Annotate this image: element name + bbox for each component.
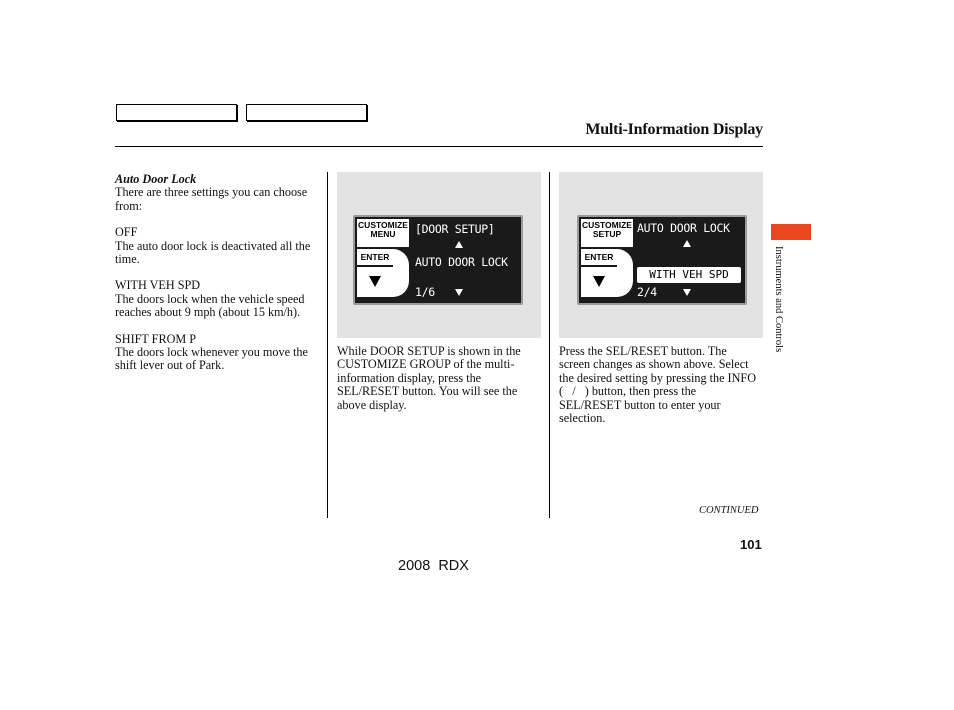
down-arrow-icon (369, 276, 381, 287)
lcd-screen-1 (353, 215, 523, 305)
right-caption-text: Press the SEL/RESET button. The screen changes as shown above. Select the desired setting by pressing the INFO ( / ) button, then press the SEL/RESET button to enter your selection. (559, 344, 760, 426)
section-heading: Auto Door Lock (115, 172, 197, 186)
footer-model: 2008 RDX (398, 558, 469, 574)
column-divider (327, 172, 328, 518)
continued-note: CONTINUED (699, 505, 759, 516)
lcd-screen-2 (577, 215, 747, 305)
enter-label: ENTER (581, 249, 617, 265)
lcd-line-1: [DOOR SETUP] (415, 222, 495, 236)
enter-label: ENTER (357, 249, 393, 265)
down-arrow-icon (455, 289, 463, 296)
customize-menu-label: CUSTOMIZE MENU (357, 219, 409, 247)
middle-caption (337, 345, 543, 412)
setting-description: The doors lock whenever you move the shift lever out of Park. (115, 345, 308, 373)
display-panel-1 (337, 172, 541, 338)
page-title: Multi-Information Display (585, 121, 763, 138)
section-side-label: Instruments and Controls (773, 246, 784, 353)
lcd-line-2: AUTO DOOR LOCK (415, 255, 508, 269)
display-panel-2 (559, 172, 763, 338)
down-arrow-block (357, 267, 393, 297)
left-column (115, 173, 320, 373)
right-caption (559, 345, 759, 425)
page-number: 101 (740, 537, 762, 552)
knob-shape (617, 249, 633, 297)
header-rule (115, 146, 763, 147)
setting-description: The doors lock when the vehicle speed reaches about 9 mph (about 15 km/h). (115, 291, 305, 320)
nav-box-2[interactable] (246, 104, 367, 121)
section-tab-marker (771, 224, 811, 240)
nav-box-1[interactable] (116, 104, 237, 121)
up-arrow-icon (455, 241, 463, 248)
setting-description: The auto door lock is deactivated all the time. (115, 238, 311, 267)
down-arrow-icon (683, 289, 691, 296)
intro-text: There are three settings you can choose from: (115, 185, 308, 213)
page-indicator: 2/4 (637, 285, 657, 299)
column-divider (549, 172, 550, 518)
setting-name: WITH VEH SPD (115, 278, 201, 293)
lcd-line-1: AUTO DOOR LOCK (637, 221, 730, 235)
customize-setup-label: CUSTOMIZE SETUP (581, 219, 633, 247)
selected-option: WITH VEH SPD (637, 267, 741, 283)
down-arrow-block (581, 267, 617, 297)
down-arrow-icon (593, 276, 605, 287)
setting-name: OFF (115, 225, 138, 240)
up-arrow-icon (683, 240, 691, 247)
knob-shape (393, 249, 409, 297)
page-indicator: 1/6 (415, 285, 435, 299)
setting-name: SHIFT FROM P (115, 331, 197, 346)
middle-caption-text: While DOOR SETUP is shown in the CUSTOMIZE GROUP of the multi-information display, press the SEL/RESET button. You will see the above display. (337, 344, 521, 412)
